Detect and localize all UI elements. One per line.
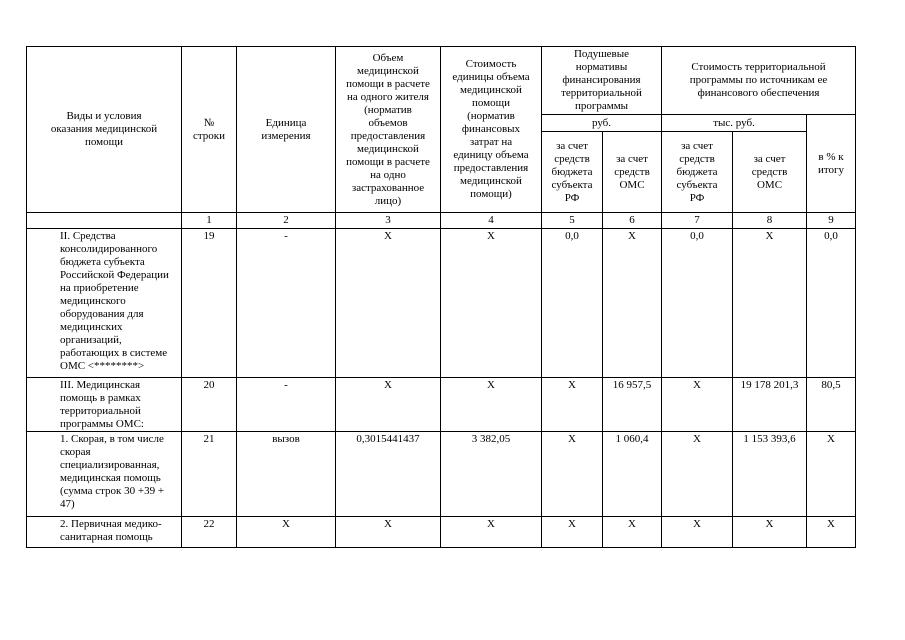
row-label: 1. Скорая, в том числе скорая специализированная, медицинская помощь (сумма строк 30 +39 + 47) xyxy=(27,432,182,517)
row-program-budget: X xyxy=(662,432,733,517)
table-row-ambulance xyxy=(27,432,856,517)
header-types: Виды и условия оказания медицинской помощи xyxy=(27,47,182,213)
column-number: 8 xyxy=(733,213,807,229)
column-number: 4 xyxy=(441,213,542,229)
table-row-section-iii xyxy=(27,378,856,432)
row-per-capita-budget: X xyxy=(542,517,603,548)
header-thous-rub: тыс. руб. xyxy=(662,115,807,132)
column-number: 3 xyxy=(336,213,441,229)
column-number: 6 xyxy=(603,213,662,229)
row-per-capita-oms: 16 957,5 xyxy=(603,378,662,432)
row-unit-cost: X xyxy=(441,229,542,378)
row-unit: X xyxy=(237,517,336,548)
row-unit: - xyxy=(237,378,336,432)
header-per-capita-budget: за счет средств бюджета субъекта РФ xyxy=(542,132,603,213)
row-program-budget: 0,0 xyxy=(662,229,733,378)
row-volume: X xyxy=(336,517,441,548)
header-program-cost: Стоимость территориальной программы по источникам ее финансового обеспечения xyxy=(662,47,856,115)
row-program-oms: 19 178 201,3 xyxy=(733,378,807,432)
header-rub: руб. xyxy=(542,115,662,132)
row-per-capita-budget: X xyxy=(542,378,603,432)
row-percent: 0,0 xyxy=(807,229,856,378)
table-row-primary-care xyxy=(27,517,856,548)
header-unit-cost: Стоимость единицы объема медицинской помощи (норматив финансовых затрат на единицу объема предоставления медицинской помощи) xyxy=(441,47,542,213)
column-number-empty xyxy=(27,213,182,229)
row-per-capita-oms: 1 060,4 xyxy=(603,432,662,517)
column-number: 2 xyxy=(237,213,336,229)
column-number: 1 xyxy=(182,213,237,229)
row-label: 2. Первичная медико- санитарная помощь xyxy=(27,517,182,548)
header-per-capita-norms: Подушевые нормативы финансирования территориальной программы xyxy=(542,47,662,115)
row-per-capita-budget: 0,0 xyxy=(542,229,603,378)
financing-table xyxy=(26,46,856,548)
row-program-oms: 1 153 393,6 xyxy=(733,432,807,517)
row-volume: X xyxy=(336,378,441,432)
row-unit: - xyxy=(237,229,336,378)
row-program-oms: X xyxy=(733,229,807,378)
header-volume: Объем медицинской помощи в расчете на одного жителя (норматив объемов предоставления медицинской помощи в расчете на одно застрахованное лицо) xyxy=(336,47,441,213)
header-row-1 xyxy=(27,47,856,115)
row-percent: X xyxy=(807,517,856,548)
header-program-oms: за счет средств ОМС xyxy=(733,132,807,213)
row-per-capita-budget: X xyxy=(542,432,603,517)
row-label: II. Средства консолидированного бюджета субъекта Российской Федерации на приобретение медицинского оборудования для медицинских организаций, работающих в системе ОМС <********> xyxy=(27,229,182,378)
row-volume: 0,3015441437 xyxy=(336,432,441,517)
header-unit: Единица измерения xyxy=(237,47,336,213)
row-program-budget: X xyxy=(662,517,733,548)
row-program-oms: X xyxy=(733,517,807,548)
row-number: 22 xyxy=(182,517,237,548)
column-number: 7 xyxy=(662,213,733,229)
row-unit: вызов xyxy=(237,432,336,517)
row-volume: X xyxy=(336,229,441,378)
header-per-capita-oms: за счет средств ОМС xyxy=(603,132,662,213)
row-number: 21 xyxy=(182,432,237,517)
row-program-budget: X xyxy=(662,378,733,432)
row-per-capita-oms: X xyxy=(603,229,662,378)
row-percent: X xyxy=(807,432,856,517)
row-unit-cost: 3 382,05 xyxy=(441,432,542,517)
header-percent-total: в % к итогу xyxy=(807,115,856,213)
row-unit-cost: X xyxy=(441,378,542,432)
row-number: 20 xyxy=(182,378,237,432)
header-program-budget: за счет средств бюджета субъекта РФ xyxy=(662,132,733,213)
header-row-number: № строки xyxy=(182,47,237,213)
row-percent: 80,5 xyxy=(807,378,856,432)
row-unit-cost: X xyxy=(441,517,542,548)
table-row-section-ii xyxy=(27,229,856,378)
column-number: 5 xyxy=(542,213,603,229)
column-number: 9 xyxy=(807,213,856,229)
row-label: III. Медицинская помощь в рамках территориальной программы ОМС: xyxy=(27,378,182,432)
row-per-capita-oms: X xyxy=(603,517,662,548)
row-number: 19 xyxy=(182,229,237,378)
column-numbers-row xyxy=(27,213,856,229)
